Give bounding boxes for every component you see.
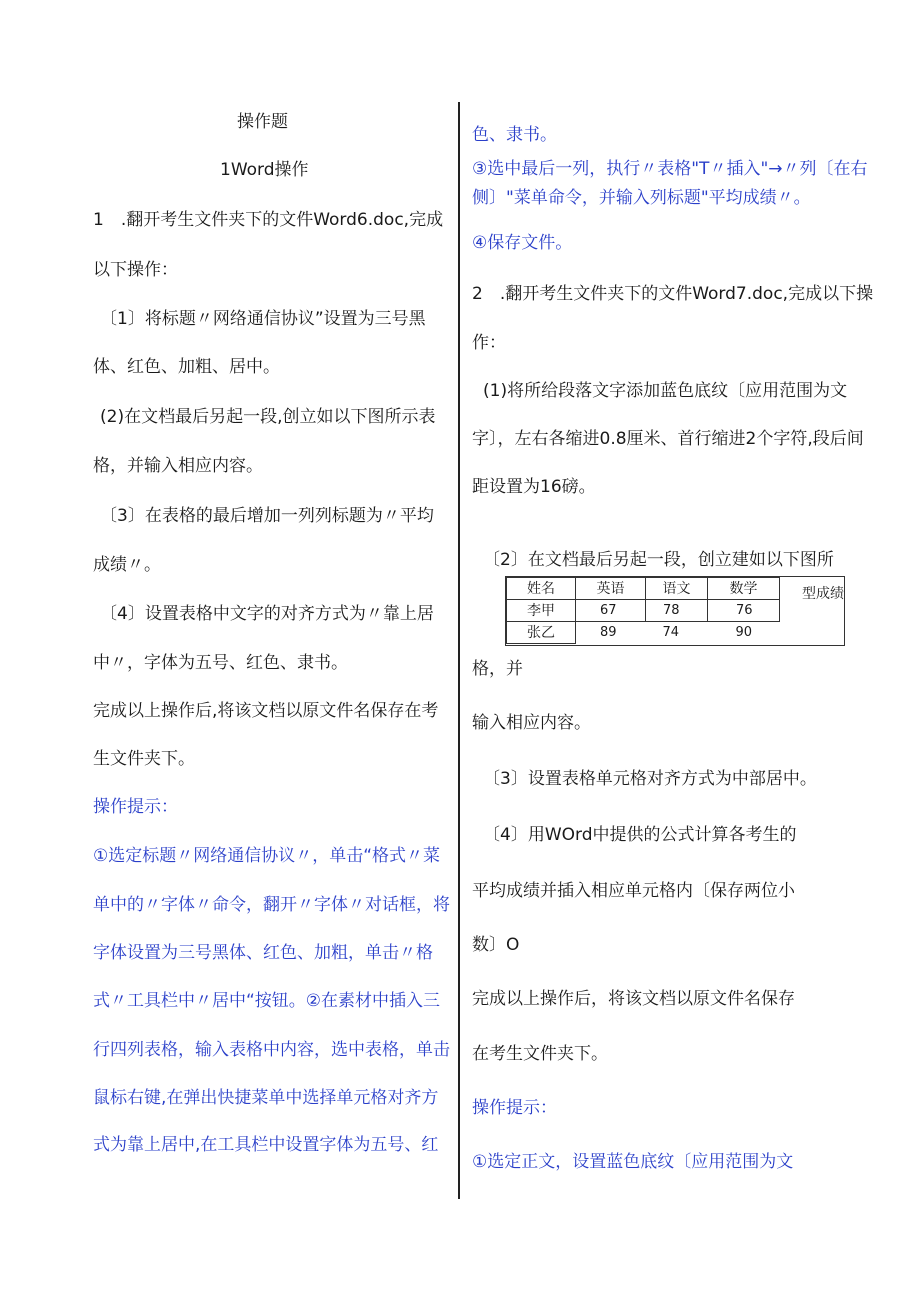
hint-line: 色、隶书。	[472, 125, 557, 145]
table-cell: 89	[600, 624, 617, 640]
paragraph-line: 在考生文件夹下。	[472, 1044, 608, 1064]
hint-line: 侧〕"菜单命令，并输入列标题"平均成绩〃。	[472, 188, 811, 208]
table-row	[507, 622, 780, 644]
table-cell: 67	[576, 600, 646, 622]
hint-line: 单中的〃字体〃命令，翻开〃字体〃对话框，将	[93, 895, 450, 915]
table-cell: 张乙	[507, 622, 576, 644]
paragraph-line: 以下操作：	[93, 260, 178, 280]
table-row	[507, 600, 780, 622]
paragraph-line: 生文件夹下。	[93, 749, 195, 769]
paragraph-line: 作：	[472, 333, 506, 353]
paragraph-line: 2 .翻开考生文件夹下的文件Word7.doc,完成以下操	[472, 284, 874, 304]
table-cell: 李甲	[507, 600, 576, 622]
paragraph-line: 格，并输入相应内容。	[93, 456, 263, 476]
paragraph-line: 〔3〕在表格的最后增加一列列标题为〃平均	[100, 506, 434, 526]
hint-line: 式〃工具栏中〃居中“按钮。②在素材中插入三	[93, 991, 441, 1011]
table-header-cell: 姓名	[507, 578, 576, 600]
subsection-title: 1Word操作	[220, 160, 309, 180]
table-cell: 76	[708, 600, 780, 622]
hint-line: ③选中最后一列，执行〃表格"T〃插入"→〃列〔在右	[472, 159, 868, 179]
paragraph-line: 格，并	[472, 659, 523, 679]
paragraph-line: 中〃，字体为五号、红色、隶书。	[93, 653, 348, 673]
paragraph-line: 1 .翻开考生文件夹下的文件Word6.doc,完成	[93, 210, 444, 230]
table-header-row	[507, 578, 780, 600]
paragraph-line: 输入相应内容。	[472, 713, 591, 733]
hint-heading: 操作提示：	[472, 1098, 557, 1118]
paragraph-line: 平均成绩并插入相应单元格内〔保存两位小	[472, 881, 795, 901]
paragraph-line: (2)在文档最后另起一段,创立如以下图所示表	[100, 407, 436, 427]
hint-heading: 操作提示：	[93, 797, 178, 817]
paragraph-line: 〔3〕设置表格单元格对齐方式为中部居中。	[483, 769, 817, 789]
table-header-cell: 英语	[576, 578, 646, 600]
hint-line: 式为靠上居中,在工具栏中设置字体为五号、红	[93, 1135, 439, 1155]
section-title: 操作题	[237, 112, 288, 132]
paragraph-line: 完成以上操作后，将该文档以原文件名保存	[472, 989, 795, 1009]
paragraph-line: 成绩〃。	[93, 555, 161, 575]
paragraph-line: 〔4〕用WOrd中提供的公式计算各考生的	[483, 825, 797, 845]
table-cell: 90	[735, 624, 753, 640]
hint-line: ①选定正文，设置蓝色底纹〔应用范围为文	[472, 1152, 794, 1172]
paragraph-line: 数〕O	[472, 935, 520, 955]
hint-line: ④保存文件。	[472, 233, 573, 253]
paragraph-line: 字〕，左右各缩进0.8厘米、首行缩进2个字符,段后间	[472, 429, 864, 449]
paragraph-line: 〔1〕将标题〃网络通信协议”设置为三号黑	[100, 309, 426, 329]
hint-line: 行四列表格，输入表格中内容，选中表格，单击	[93, 1040, 450, 1060]
hint-line: 鼠标右键,在弹出快捷菜单中选择单元格对齐方	[93, 1088, 439, 1108]
table-cell: 78	[646, 600, 708, 622]
paragraph-line: 体、红色、加粗、居中。	[93, 357, 280, 377]
hint-line: 字体设置为三号黑体、红色、加粗，单击〃格	[93, 943, 433, 963]
table-header-cell: 数学	[708, 578, 780, 600]
sample-table	[505, 576, 845, 646]
table-cell: 74	[662, 624, 680, 640]
table-header-cell: 语文	[646, 578, 708, 600]
paragraph-line: 距设置为16磅。	[472, 477, 596, 497]
paragraph-line: (1)将所给段落文字添加蓝色底纹〔应用范围为文	[483, 381, 848, 401]
paragraph-line: 完成以上操作后,将该文档以原文件名保存在考	[93, 701, 439, 721]
table-extra-header: 型成绩	[802, 586, 844, 602]
paragraph-line: 〔2〕在文档最后另起一段，创立建如以下图所	[483, 550, 834, 570]
column-divider	[458, 102, 460, 1199]
hint-line: ①选定标题〃网络通信协议〃，单击“格式〃菜	[93, 846, 441, 866]
paragraph-line: 〔4〕设置表格中文字的对齐方式为〃靠上居	[100, 604, 434, 624]
